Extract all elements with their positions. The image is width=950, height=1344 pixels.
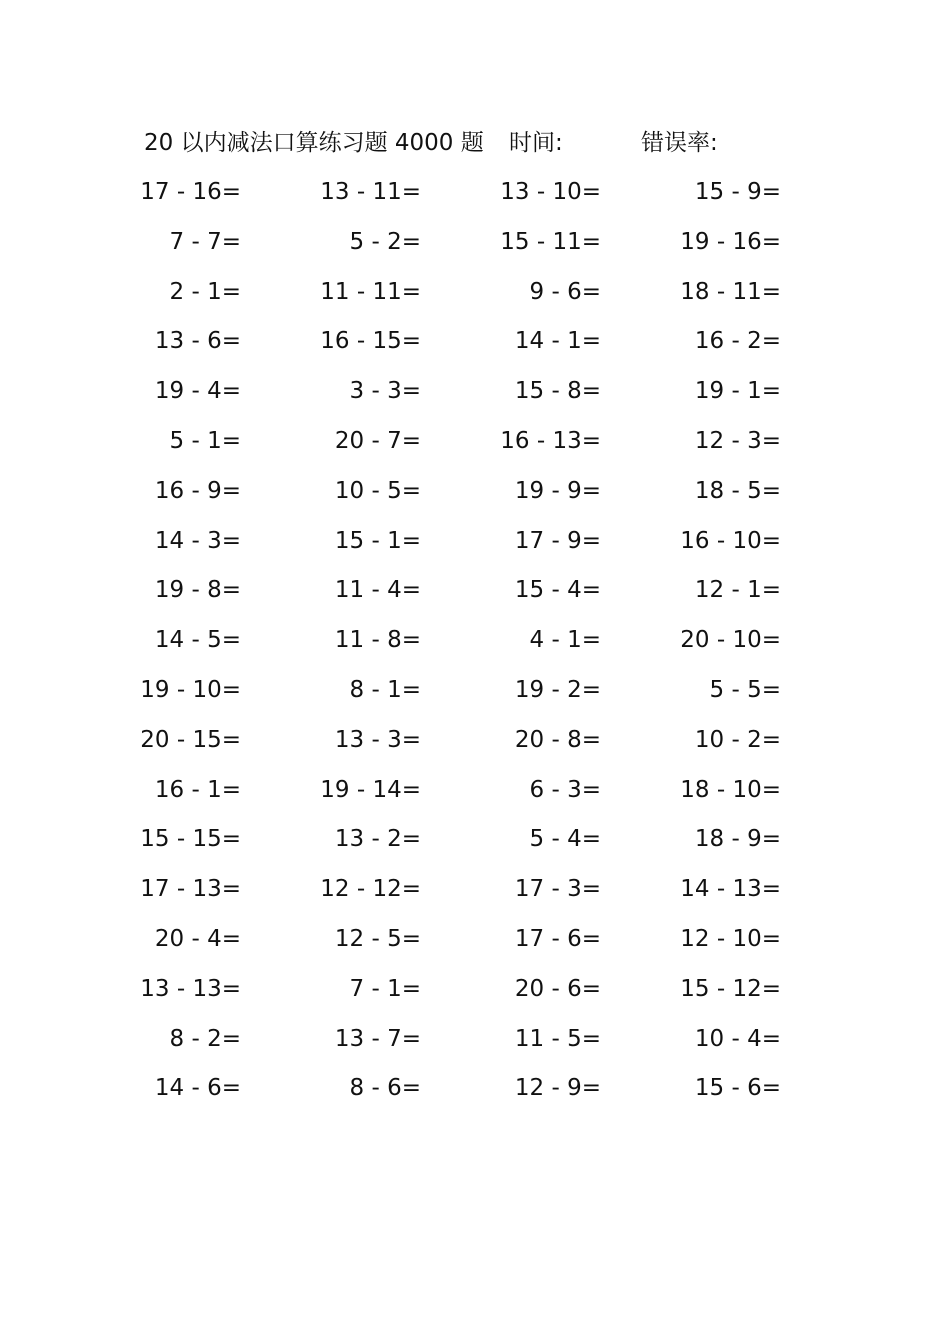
subtraction-problem: 15 - 6=	[694, 1075, 781, 1102]
subtraction-problem: 12 - 9=	[514, 1075, 601, 1102]
subtraction-problem: 16 - 1=	[154, 776, 241, 803]
subtraction-problem: 13 - 3=	[334, 726, 421, 753]
subtraction-problem: 12 - 1=	[694, 577, 781, 604]
subtraction-problem: 19 - 4=	[154, 378, 241, 405]
subtraction-problem: 16 - 15=	[320, 328, 421, 355]
subtraction-problem: 14 - 1=	[514, 328, 601, 355]
problem-row	[0, 670, 950, 720]
error-rate-label: 错误率:	[641, 130, 718, 156]
subtraction-problem: 15 - 12=	[680, 975, 781, 1002]
subtraction-problem: 2 - 1=	[169, 278, 241, 305]
subtraction-problem: 13 - 13=	[140, 975, 241, 1002]
subtraction-problem: 12 - 10=	[680, 925, 781, 952]
subtraction-problem: 19 - 9=	[514, 477, 601, 504]
subtraction-problem: 19 - 1=	[694, 378, 781, 405]
subtraction-problem: 20 - 6=	[514, 975, 601, 1002]
subtraction-problem: 15 - 11=	[500, 228, 601, 255]
subtraction-problem: 16 - 2=	[694, 328, 781, 355]
subtraction-problem: 7 - 7=	[169, 228, 241, 255]
subtraction-problem: 17 - 16=	[140, 179, 241, 205]
subtraction-problem: 8 - 1=	[349, 676, 421, 703]
subtraction-problem: 19 - 2=	[514, 676, 601, 703]
subtraction-problem: 12 - 12=	[320, 876, 421, 903]
subtraction-problem: 15 - 4=	[514, 577, 601, 604]
subtraction-problem: 19 - 8=	[154, 577, 241, 604]
subtraction-problem: 6 - 3=	[529, 776, 601, 803]
subtraction-problem: 8 - 6=	[349, 1075, 421, 1102]
subtraction-problem: 14 - 3=	[154, 527, 241, 554]
subtraction-problem: 16 - 13=	[500, 427, 601, 454]
subtraction-problem: 13 - 6=	[154, 328, 241, 355]
problem-row	[0, 1019, 950, 1069]
subtraction-problem: 11 - 4=	[334, 577, 421, 604]
subtraction-problem: 11 - 8=	[334, 627, 421, 654]
problem-row	[0, 321, 950, 371]
problem-row	[0, 272, 950, 322]
subtraction-problem: 17 - 3=	[514, 876, 601, 903]
subtraction-problem: 8 - 2=	[169, 1025, 241, 1052]
subtraction-problem: 5 - 2=	[349, 228, 421, 255]
problem-row	[0, 869, 950, 919]
subtraction-problem: 7 - 1=	[349, 975, 421, 1002]
subtraction-problem: 10 - 5=	[334, 477, 421, 504]
problem-row	[0, 371, 950, 421]
subtraction-problem: 13 - 11=	[320, 179, 421, 205]
subtraction-problem: 13 - 10=	[500, 179, 601, 205]
subtraction-problem: 13 - 7=	[334, 1025, 421, 1052]
subtraction-problem: 18 - 11=	[680, 278, 781, 305]
subtraction-problem: 10 - 2=	[694, 726, 781, 753]
subtraction-problem: 15 - 1=	[334, 527, 421, 554]
subtraction-problem: 14 - 5=	[154, 627, 241, 654]
subtraction-problem: 18 - 5=	[694, 477, 781, 504]
subtraction-problem: 18 - 9=	[694, 826, 781, 853]
subtraction-problem: 10 - 4=	[694, 1025, 781, 1052]
problem-row	[0, 620, 950, 670]
subtraction-problem: 19 - 10=	[140, 676, 241, 703]
time-label: 时间:	[509, 130, 563, 156]
subtraction-problem: 17 - 13=	[140, 876, 241, 903]
subtraction-problem: 9 - 6=	[529, 278, 601, 305]
subtraction-problem: 5 - 1=	[169, 427, 241, 454]
subtraction-problem: 13 - 2=	[334, 826, 421, 853]
problem-row	[0, 720, 950, 770]
problem-row	[0, 521, 950, 571]
problem-row	[0, 919, 950, 969]
subtraction-problem: 17 - 6=	[514, 925, 601, 952]
subtraction-problem: 16 - 10=	[680, 527, 781, 554]
subtraction-problem: 20 - 10=	[680, 627, 781, 654]
subtraction-problem: 19 - 16=	[680, 228, 781, 255]
subtraction-problem: 17 - 9=	[514, 527, 601, 554]
problem-row	[0, 969, 950, 1019]
subtraction-problem: 14 - 13=	[680, 876, 781, 903]
subtraction-problem: 16 - 9=	[154, 477, 241, 504]
problem-grid	[0, 172, 950, 1118]
subtraction-problem: 19 - 14=	[320, 776, 421, 803]
subtraction-problem: 15 - 9=	[694, 179, 781, 205]
problem-row	[0, 570, 950, 620]
subtraction-problem: 11 - 5=	[514, 1025, 601, 1052]
subtraction-problem: 12 - 5=	[334, 925, 421, 952]
problem-row	[0, 172, 950, 222]
problem-row	[0, 819, 950, 869]
problem-row	[0, 1068, 950, 1118]
problem-row	[0, 471, 950, 521]
problem-row	[0, 222, 950, 272]
subtraction-problem: 15 - 15=	[140, 826, 241, 853]
subtraction-problem: 20 - 7=	[334, 427, 421, 454]
subtraction-problem: 15 - 8=	[514, 378, 601, 405]
problem-row	[0, 421, 950, 471]
subtraction-problem: 20 - 8=	[514, 726, 601, 753]
worksheet-title: 20 以内减法口算练习题 4000 题	[144, 130, 484, 156]
subtraction-problem: 3 - 3=	[349, 378, 421, 405]
problem-row	[0, 770, 950, 820]
subtraction-problem: 5 - 4=	[529, 826, 601, 853]
subtraction-problem: 20 - 15=	[140, 726, 241, 753]
subtraction-problem: 14 - 6=	[154, 1075, 241, 1102]
subtraction-problem: 18 - 10=	[680, 776, 781, 803]
subtraction-problem: 20 - 4=	[154, 925, 241, 952]
subtraction-problem: 5 - 5=	[709, 676, 781, 703]
subtraction-problem: 11 - 11=	[320, 278, 421, 305]
subtraction-problem: 12 - 3=	[694, 427, 781, 454]
subtraction-problem: 4 - 1=	[529, 627, 601, 654]
